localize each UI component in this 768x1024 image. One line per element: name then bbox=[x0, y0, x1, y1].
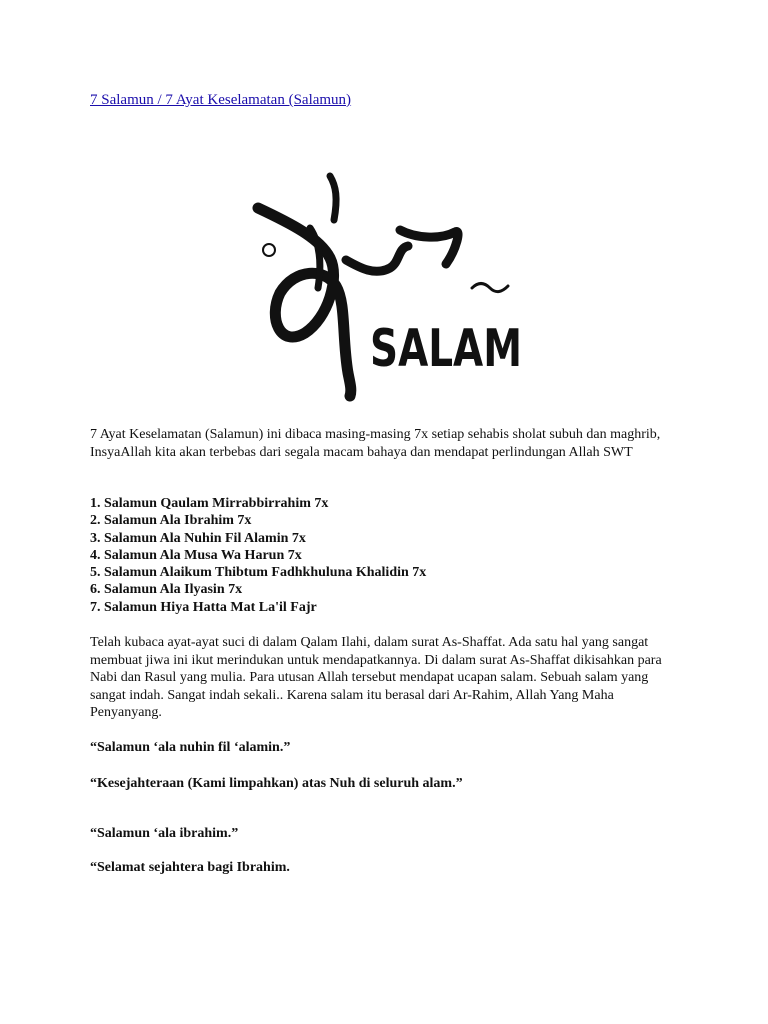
quote-line: “Kesejahteraan (Kami limpahkan) atas Nuh di seluruh alam.” bbox=[90, 776, 463, 791]
list-item: 6. Salamun Ala Ilyasin 7x bbox=[90, 582, 243, 598]
intro-paragraph: 7 Ayat Keselamatan (Salamun) ini dibaca masing-masing 7x setiap sehabis sholat subuh dan maghrib, InsyaAllah kita akan terbebas dari segala macam bahaya dan mendapat perlindungan Allah SWT bbox=[90, 427, 661, 460]
salamun-list bbox=[90, 495, 426, 616]
list-item: 1. Salamun Qaulam Mirrabbirrahim 7x bbox=[90, 496, 329, 511]
body-paragraph: Telah kubaca ayat-ayat suci di dalam Qalam Ilahi, dalam surat As-Shaffat. Ada satu hal yang sangat membuat jiwa ini ikut merindukan untuk mendapatkannya. Di dalam surat As-Shaffat dikisahkan para Nabi dan Rasul yang mulia. Para utusan Allah tersebut mendapat ucapan salam. Sebuah salam yang sangat indah. Sangat indah sekali.. Karena salam itu berasal dari Ar-Rahim, Allah Yang Maha Penyanyang. bbox=[90, 635, 662, 720]
quote-line: “Selamat sejahtera bagi Ibrahim. bbox=[90, 860, 290, 875]
salam-calligraphy-icon bbox=[250, 168, 530, 398]
list-item: 5. Salamun Alaikum Thibtum Fadhkhuluna Khalidin 7x bbox=[90, 565, 427, 581]
title-link[interactable]: 7 Salamun / 7 Ayat Keselamatan (Salamun) bbox=[90, 92, 352, 108]
list-item: 3. Salamun Ala Nuhin Fil Alamin 7x bbox=[90, 530, 306, 546]
list-item: 4. Salamun Ala Musa Wa Harun 7x bbox=[90, 547, 302, 563]
logo-wordmark: SALAM bbox=[370, 319, 522, 379]
salam-logo bbox=[250, 168, 530, 398]
quote-line: “Salamun ‘ala nuhin fil ‘alamin.” bbox=[90, 740, 291, 755]
list-item: 2. Salamun Ala Ibrahim 7x bbox=[90, 513, 252, 529]
list-item: 7. Salamun Hiya Hatta Mat La'il Fajr bbox=[90, 599, 317, 615]
quote-line: “Salamun ‘ala ibrahim.” bbox=[90, 826, 239, 841]
